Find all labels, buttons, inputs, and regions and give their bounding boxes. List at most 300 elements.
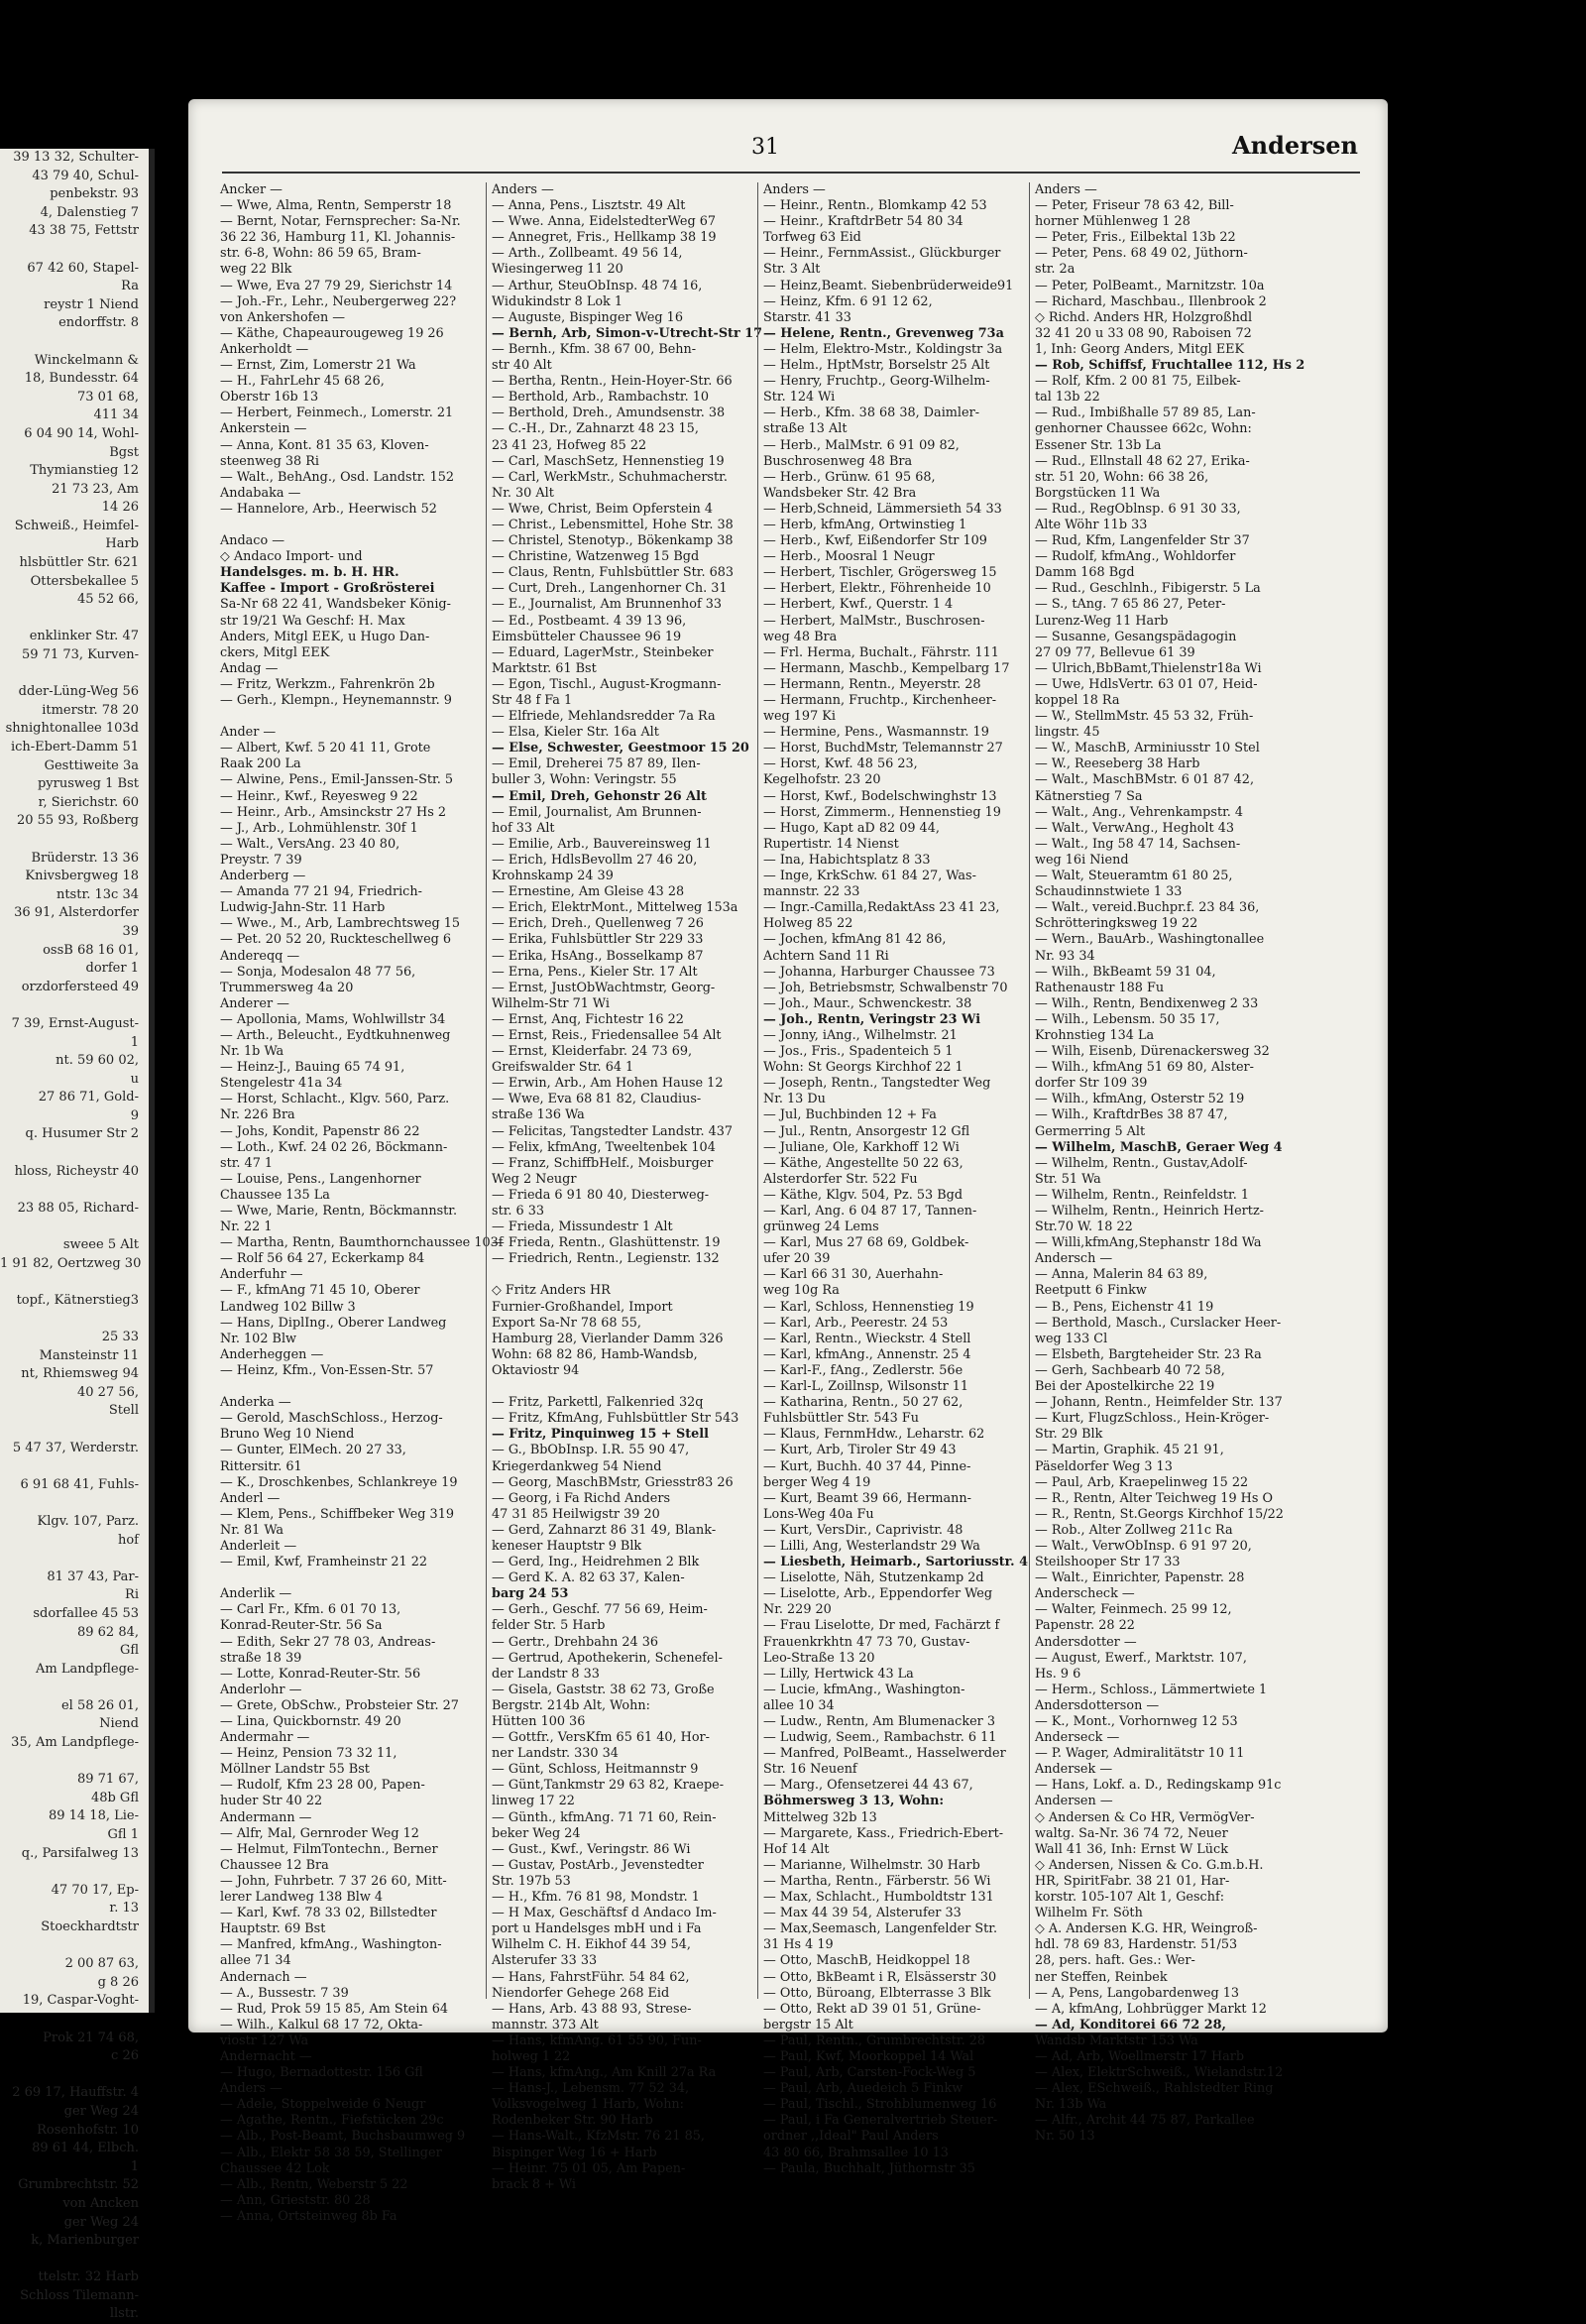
directory-entry-line: — Walt., VerwObInsp. 6 91 97 20, bbox=[1035, 1538, 1252, 1554]
directory-entry-line: — Walt., BehAng., Osd. Landstr. 152 bbox=[220, 469, 454, 485]
directory-entry-line: straße 136 Wa bbox=[492, 1107, 585, 1123]
directory-entry-line: mannstr. 373 Alt bbox=[492, 2017, 599, 2033]
left-page-line: 89 62 84, bbox=[76, 1624, 139, 1640]
directory-entry-line: str. 47 1 bbox=[220, 1155, 274, 1171]
directory-entry-line: — Claus, Rentn, Fuhlsbüttler Str. 683 bbox=[492, 565, 735, 581]
directory-entry-line: — Ludw., Rentn, Am Blumenacker 3 bbox=[763, 1714, 995, 1729]
directory-entry-line: — Gunter, ElMech. 20 27 33, bbox=[220, 1443, 406, 1458]
directory-entry-line: — Wilh., kfmAng, Osterstr 52 19 bbox=[1035, 1092, 1245, 1107]
directory-entry-line: Böhmersweg 3 13, Wohn: bbox=[763, 1794, 945, 1809]
directory-entry-line: Andereqq — bbox=[220, 948, 300, 964]
directory-entry-line: — Joh., Maur., Schwenckestr. 38 bbox=[763, 995, 972, 1011]
directory-entry-line: Anders — bbox=[1035, 182, 1097, 197]
directory-entry-line: berger Weg 4 19 bbox=[763, 1474, 871, 1490]
left-page-line bbox=[0, 1181, 149, 1200]
directory-entry-line: lingstr. 45 bbox=[1035, 725, 1100, 741]
directory-entry-line: — F., kfmAng 71 45 10, Oberer bbox=[220, 1283, 420, 1299]
directory-entry-line: — Herb., Moosral 1 Neugr bbox=[763, 549, 935, 565]
directory-entry-line: — R., Rentn, Alter Teichweg 19 Hs O bbox=[1035, 1490, 1273, 1506]
directory-entry-line: — Joh.-Fr., Lehr., Neubergerweg 22? bbox=[220, 293, 457, 309]
directory-entry-line: weg 10g Ra bbox=[763, 1283, 840, 1299]
directory-entry-line: Andaco — bbox=[220, 533, 285, 549]
left-page-line: 43 38 75, Fettstr bbox=[29, 223, 139, 239]
directory-entry-line: — Ad, Konditorei 66 72 28, bbox=[1035, 2017, 1226, 2033]
directory-entry-line: — Frau Liselotte, Dr med, Fachärzt f bbox=[763, 1618, 1000, 1634]
left-page-line: r. 13 bbox=[109, 1901, 139, 1917]
directory-entry-line: — Georg, MaschBMstr, Griesstr83 26 bbox=[492, 1474, 734, 1490]
directory-entry-line: — Wwe, Eva 27 79 29, Sierichstr 14 bbox=[220, 278, 453, 293]
directory-entry-line: — Lucie, kfmAng., Washington- bbox=[763, 1682, 965, 1697]
directory-entry-line: — Hermann, Fruchtp., Kirchenheer- bbox=[763, 693, 997, 708]
directory-entry-line: horner Mühlenweg 1 28 bbox=[1035, 214, 1190, 230]
directory-entry-line: — Herbert, Feinmech., Lomerstr. 21 bbox=[220, 406, 454, 421]
directory-entry-line bbox=[492, 1379, 751, 1395]
directory-entry-line: Str 48 f Fa 1 bbox=[492, 693, 573, 708]
directory-entry-line: ◇ Richd. Anders HR, Holzgroßhdl bbox=[1035, 309, 1253, 325]
directory-entry-line: — Heinz-J., Bauing 65 74 91, bbox=[220, 1060, 405, 1076]
left-page-line: Stoeckhardtstr bbox=[41, 1919, 139, 1934]
left-page-line: 5 47 37, Werderstr. bbox=[12, 1440, 139, 1455]
directory-entry-line: — Käthe, Klgv. 504, Pz. 53 Bgd bbox=[763, 1187, 963, 1203]
directory-entry-line: Rathenaustr 188 Fu bbox=[1035, 980, 1165, 995]
directory-entry-line: — Ernst, Anq, Fichtestr 16 22 bbox=[492, 1011, 684, 1027]
directory-entry-line: Andabaka — bbox=[220, 485, 301, 501]
directory-entry-line: — Berthold, Masch., Curslacker Heer- bbox=[1035, 1315, 1282, 1331]
directory-entry-line: Bruno Weg 10 Niend bbox=[220, 1427, 355, 1443]
directory-entry-line: beker Weg 24 bbox=[492, 1825, 581, 1841]
directory-entry-line: — Helm., HptMstr, Borselstr 25 Alt bbox=[763, 358, 990, 374]
directory-entry-line: — Hans, Lokf. a. D., Redingskamp 91c bbox=[1035, 1778, 1282, 1794]
directory-entry-line: — Heinz,Beamt. Siebenbrüderweide91 bbox=[763, 278, 1014, 293]
left-page-line: 18, Bundesstr. 64 bbox=[24, 371, 139, 387]
directory-entry-line: — Berthold, Dreh., Amundsenstr. 38 bbox=[492, 406, 726, 421]
directory-entry-line: — Rolf 56 64 27, Eckerkamp 84 bbox=[220, 1251, 425, 1267]
directory-entry-line: Str. 29 Blk bbox=[1035, 1427, 1103, 1443]
directory-entry-line: Oktaviostr 94 bbox=[492, 1362, 580, 1378]
directory-entry-line: Oberstr 16b 13 bbox=[220, 390, 319, 406]
directory-entry-line: — Wilh, Eisenb, Dürenackersweg 32 bbox=[1035, 1044, 1270, 1060]
directory-entry-line: — Rudolf, kfmAng., Wohldorfer bbox=[1035, 549, 1236, 565]
directory-entry-line: Greifswalder Str. 64 1 bbox=[492, 1060, 634, 1076]
directory-entry-line: Wandsb Marktstr 153 Wa bbox=[1035, 2033, 1198, 2048]
directory-entry-line: — Albert, Kwf. 5 20 41 11, Grote bbox=[220, 741, 431, 756]
directory-entry-line: — Rud., Ellnstall 48 62 27, Erika- bbox=[1035, 453, 1250, 469]
directory-entry-line: — Heinr., FernmAssist., Glückburger bbox=[763, 246, 1001, 262]
directory-entry-line: — Auguste, Bispinger Weg 16 bbox=[492, 309, 683, 325]
directory-entry-line: — Fritz, Werkzm., Fahrenkrön 2b bbox=[220, 676, 435, 692]
directory-entry-line: holweg 1 22 bbox=[492, 2048, 571, 2064]
directory-entry-line: — Jul., Rentn, Ansorgestr 12 Gfl bbox=[763, 1123, 970, 1139]
directory-entry-line: — Franz, SchiffbHelf., Moisburger bbox=[492, 1155, 714, 1171]
directory-entry-line: — Günt, Schloss, Heitmannstr 9 bbox=[492, 1762, 699, 1778]
directory-entry-line: — Hans, DiplIng., Oberer Landweg bbox=[220, 1315, 447, 1331]
directory-entry-line: Möllner Landstr 55 Bst bbox=[220, 1762, 370, 1778]
left-page-line bbox=[0, 1273, 149, 1292]
directory-entry-line: — Ingr.-Camilla,RedaktAss 23 41 23, bbox=[763, 900, 1000, 916]
directory-entry-line: — Horst, Kwf., Bodelschwinghstr 13 bbox=[763, 788, 997, 804]
directory-entry-line: 47 31 85 Heilwigstr 39 20 bbox=[492, 1506, 660, 1522]
directory-entry-line: Rupertistr. 14 Nienst bbox=[763, 836, 899, 852]
directory-entry-line: Handelsges. m. b. H. HR. bbox=[220, 565, 399, 581]
left-page-line: 1 bbox=[130, 2158, 139, 2174]
directory-entry-line: — Joh, Betriebsmstr, Schwalbenstr 70 bbox=[763, 980, 1008, 995]
directory-entry-line: — Helmut, FilmTontechn., Berner bbox=[220, 1841, 438, 1857]
directory-entry-line: — Paul, Rentn., Grumbrechtstr. 28 bbox=[763, 2033, 986, 2048]
left-page-line: el 58 26 01, bbox=[60, 1697, 139, 1713]
directory-entry-line: — Wilhelm, Rentn., Gustav,Adolf- bbox=[1035, 1155, 1248, 1171]
directory-entry-line: — H., FahrLehr 45 68 26, bbox=[220, 374, 385, 390]
directory-entry-line: — Amanda 77 21 94, Friedrich- bbox=[220, 884, 422, 900]
directory-entry-line: grünweg 24 Lems bbox=[763, 1220, 879, 1235]
directory-entry-line: — Gerh., Geschf. 77 56 69, Heim- bbox=[492, 1602, 708, 1618]
directory-entry-line: — Sonja, Modesalon 48 77 56, bbox=[220, 964, 416, 980]
directory-entry-line: — Fritz, KfmAng, Fuhlsbüttler Str 543 bbox=[492, 1411, 739, 1427]
directory-entry-line: — Horst, BuchdMstr, Telemannstr 27 bbox=[763, 741, 1003, 756]
directory-entry-line: — Walt., Einrichter, Papenstr. 28 bbox=[1035, 1570, 1245, 1586]
directory-entry-line: — Felix, kfmAng, Tweeltenbek 104 bbox=[492, 1139, 716, 1155]
directory-entry-line: — Heinz, Pension 73 32 11, bbox=[220, 1746, 397, 1762]
directory-entry-line: — A, kfmAng, Lohbrügger Markt 12 bbox=[1035, 2001, 1267, 2017]
directory-entry-line: — Emil, Journalist, Am Brunnen- bbox=[492, 804, 702, 820]
column-divider bbox=[486, 182, 487, 1999]
directory-entry-line: Kätnerstieg 7 Sa bbox=[1035, 788, 1143, 804]
directory-entry-line: weg 197 Ki bbox=[763, 709, 836, 725]
directory-entry-line: — Ann, Grieststr. 80 28 bbox=[220, 2192, 371, 2208]
left-page-line: von Ancken bbox=[62, 2195, 139, 2211]
directory-entry-line: Konrad-Reuter-Str. 56 Sa bbox=[220, 1618, 383, 1634]
directory-entry-line: — Ernst, Zim, Lomerstr 21 Wa bbox=[220, 358, 416, 374]
left-page-text-fragments bbox=[0, 149, 149, 2324]
directory-entry-line bbox=[220, 709, 480, 725]
left-page-line bbox=[0, 1679, 149, 1697]
directory-entry-line: — Walt, Steueramtm 61 80 25, bbox=[1035, 869, 1233, 884]
left-page-line: penbekstr. 93 bbox=[50, 186, 139, 202]
directory-entry-line: — Hans, kfmAng., Am Knill 27a Ra bbox=[492, 2065, 717, 2081]
left-page-line bbox=[0, 241, 149, 260]
directory-entry-line: — Carl Fr., Kfm. 6 01 70 13, bbox=[220, 1602, 401, 1618]
directory-entry-line: — Lilly, Hertwick 43 La bbox=[763, 1666, 914, 1682]
directory-entry-line: Anders — bbox=[220, 2081, 283, 2097]
directory-entry-line: — Georg, i Fa Richd Anders bbox=[492, 1490, 671, 1506]
directory-entry-line: huder Str 40 22 bbox=[220, 1794, 323, 1809]
directory-entry-line: — Hans-Walt., KfzMstr. 76 21 85, bbox=[492, 2129, 705, 2145]
left-page-line: Knivsbergweg 18 bbox=[25, 869, 139, 884]
directory-entry-line: — Alfr., Archit 44 75 87, Parkallee bbox=[1035, 2113, 1255, 2129]
left-page-line bbox=[0, 1457, 149, 1476]
directory-entry-line: 23 41 23, Hofweg 85 22 bbox=[492, 437, 647, 453]
left-page-line bbox=[0, 1937, 149, 1956]
left-page-line: Winckelmann & bbox=[34, 352, 139, 368]
directory-entry-line: — S., tAng. 7 65 86 27, Peter- bbox=[1035, 597, 1226, 613]
directory-entry-line: weg 16i Niend bbox=[1035, 852, 1129, 868]
directory-entry-line: ckers, Mitgl EEK bbox=[220, 644, 330, 660]
directory-entry-line: — Horst, Schlacht., Klgv. 560, Parz. bbox=[220, 1092, 450, 1107]
directory-column-2 bbox=[492, 182, 762, 2193]
directory-entry-line: — Herb,Schneid, Lämmersieth 54 33 bbox=[763, 501, 1002, 517]
directory-entry-line: — Gisela, Gaststr. 38 62 73, Große bbox=[492, 1682, 715, 1697]
directory-entry-line: — Wwe, Alma, Rentn, Semperstr 18 bbox=[220, 198, 452, 214]
directory-entry-line: — Herb., Kfm. 38 68 38, Daimler- bbox=[763, 406, 980, 421]
column-divider bbox=[757, 182, 758, 1999]
directory-entry-line: Germerring 5 Alt bbox=[1035, 1123, 1146, 1139]
left-page-line: 40 27 56, bbox=[76, 1384, 139, 1400]
left-page-line: q., Parsifalweg 13 bbox=[21, 1845, 139, 1861]
directory-entry-line: Anderer — bbox=[220, 995, 289, 1011]
left-page-line: k, Marienburger bbox=[31, 2233, 139, 2249]
directory-entry-line: Schrötteringksweg 19 22 bbox=[1035, 916, 1198, 932]
directory-entry-line: — Agathe, Rentn., Fiefstücken 29c bbox=[220, 2113, 444, 2129]
directory-entry-line: — Elfriede, Mehlandsredder 7a Ra bbox=[492, 709, 716, 725]
directory-entry-line: — A, Pens, Langobardenweg 13 bbox=[1035, 1985, 1240, 2001]
directory-entry-line: — Berthold, Arb., Rambachstr. 10 bbox=[492, 390, 709, 406]
left-page-line: 2 69 17, Hauffstr. 4 bbox=[12, 2085, 139, 2101]
directory-entry-line: Achtern Sand 11 Ri bbox=[763, 948, 889, 964]
directory-entry-line: — W., StellmMstr. 45 53 32, Früh- bbox=[1035, 709, 1254, 725]
directory-entry-line: str. 51 20, Wohn: 66 38 26, bbox=[1035, 469, 1209, 485]
directory-entry-line: weg 22 Blk bbox=[220, 262, 292, 278]
directory-entry-line: — Max 44 39 54, Alsterufer 33 bbox=[763, 1906, 962, 1921]
directory-entry-line: straße 18 39 bbox=[220, 1650, 302, 1666]
left-page-line: 59 71 73, Kurven- bbox=[22, 647, 139, 663]
left-page-line bbox=[0, 1421, 149, 1440]
directory-entry-line: — Gustav, PostArb., Jevenstedter bbox=[492, 1857, 704, 1873]
directory-entry-line: brack 8 + Wi bbox=[492, 2176, 576, 2192]
directory-entry-line: — Alb., Elektr 58 38 59, Stellinger bbox=[220, 2145, 442, 2160]
left-page-line: 6 04 90 14, Wohl- bbox=[24, 425, 139, 441]
directory-entry-line: Niendorfer Gehege 268 Eid bbox=[492, 1985, 670, 2001]
left-page-line: Schloss Tilemann- bbox=[20, 2287, 139, 2303]
left-page-line: Gfl 1 bbox=[107, 1827, 139, 1843]
directory-entry-line: — Henry, Fruchtp., Georg-Wilhelm- bbox=[763, 374, 990, 390]
directory-entry-line: — Wwe, Christ, Beim Opferstein 4 bbox=[492, 501, 713, 517]
directory-entry-line: str 19/21 Wa Geschf: H. Max bbox=[220, 613, 405, 629]
directory-entry-line: — Liesbeth, Heimarb., Sartoriusstr. 4 bbox=[763, 1555, 1028, 1570]
directory-entry-line: — Günt,Tankmstr 29 63 82, Kraepe- bbox=[492, 1778, 725, 1794]
directory-entry-line: 32 41 20 u 33 08 90, Raboisen 72 bbox=[1035, 325, 1252, 341]
directory-entry-line: Str. 197b 53 bbox=[492, 1873, 571, 1889]
directory-entry-line: — Emil, Dreh, Gehonstr 26 Alt bbox=[492, 788, 707, 804]
left-page-line: c 26 bbox=[111, 2048, 139, 2064]
left-page-line: g 8 26 bbox=[97, 1974, 139, 1990]
left-page-line: Mansteinstr 11 bbox=[39, 1347, 139, 1363]
left-page-line: 89 14 18, Lie- bbox=[48, 1808, 139, 1824]
directory-entry-line: Anderl — bbox=[220, 1490, 281, 1506]
directory-entry-line: hdl. 78 69 83, Hardenstr. 51/53 bbox=[1035, 1937, 1238, 1953]
directory-entry-line: — Wilhelm, MaschB, Geraer Weg 4 bbox=[1035, 1139, 1283, 1155]
directory-entry-line: — Emilie, Arb., Bauvereinsweg 11 bbox=[492, 836, 712, 852]
directory-entry-line: — Gerd K. A. 82 63 37, Kalen- bbox=[492, 1570, 685, 1586]
directory-entry-line: — Wilhelm, Rentn., Reinfeldstr. 1 bbox=[1035, 1187, 1250, 1203]
left-page-line: shnightonallee 103d bbox=[5, 721, 139, 737]
directory-entry-line: mannstr. 22 33 bbox=[763, 884, 860, 900]
directory-entry-line: — Paul, Tischl., Strohblumenweg 16 bbox=[763, 2097, 997, 2113]
directory-entry-line: — Rud, Kfm, Langenfelder Str 37 bbox=[1035, 533, 1250, 549]
directory-entry-line: — E., Journalist, Am Brunnenhof 33 bbox=[492, 597, 723, 613]
directory-entry-line: — Katharina, Rentn., 50 27 62, bbox=[763, 1395, 963, 1411]
left-page-line: Grumbrechtstr. 52 bbox=[18, 2177, 139, 2193]
left-page-line: 19, Caspar-Voght- bbox=[22, 1993, 139, 2009]
directory-entry-line: — Erich, HdlsBevollm 27 46 20, bbox=[492, 852, 698, 868]
directory-entry-line: — Frieda 6 91 80 40, Diesterweg- bbox=[492, 1187, 710, 1203]
directory-entry-line: — Bertha, Rentn., Hein-Hoyer-Str. 66 bbox=[492, 374, 733, 390]
directory-entry-line: — Kurt, VersDir., Caprivistr. 48 bbox=[763, 1522, 963, 1538]
directory-entry-line: Ludwig-Jahn-Str. 11 Harb bbox=[220, 900, 386, 916]
directory-entry-line: — Rob., Alter Zollweg 211c Ra bbox=[1035, 1522, 1233, 1538]
directory-entry-line: koppel 18 Ra bbox=[1035, 693, 1120, 708]
left-page-line: q. Husumer Str 2 bbox=[25, 1126, 139, 1142]
directory-entry-line: — Richard, Maschbau., Illenbrook 2 bbox=[1035, 293, 1267, 309]
directory-entry-line: — Anna, Kont. 81 35 63, Kloven- bbox=[220, 437, 429, 453]
directory-entry-line: — Hermann, Maschb., Kempelbarg 17 bbox=[763, 660, 1010, 676]
directory-entry-line: — Ernestine, Am Gleise 43 28 bbox=[492, 884, 685, 900]
directory-entry-line: Holweg 85 22 bbox=[763, 916, 853, 932]
directory-entry-line: — Curt, Dreh., Langenhorner Ch. 31 bbox=[492, 581, 728, 597]
directory-entry-line: ◇ Fritz Anders HR bbox=[492, 1283, 611, 1299]
left-page-line: nt. 59 60 02, bbox=[56, 1053, 139, 1069]
directory-entry-line: — John, Fuhrbetr. 7 37 26 60, Mitt- bbox=[220, 1873, 447, 1889]
directory-entry-line: — Paula, Buchhalt, Jüthornstr 35 bbox=[763, 2160, 975, 2176]
directory-entry-line: ordner ,,Ideal" Paul Anders bbox=[763, 2129, 939, 2145]
directory-entry-line: — Frieda, Rentn., Glashüttenstr. 19 bbox=[492, 1235, 721, 1251]
left-page-line: 35, Am Landpflege- bbox=[11, 1735, 139, 1751]
left-page-line: r, Sierichstr. 60 bbox=[38, 794, 139, 810]
left-page-line: sdorfallee 45 53 bbox=[33, 1605, 139, 1621]
directory-entry-line: — Wilh., KraftdrBes 38 87 47, bbox=[1035, 1107, 1228, 1123]
left-page-line: Ra bbox=[121, 279, 139, 294]
directory-entry-line: — Karl, Schloss, Hennenstieg 19 bbox=[763, 1299, 974, 1315]
directory-entry-line: — Ernst, Kleiderfabr. 24 73 69, bbox=[492, 1044, 693, 1060]
directory-entry-line: Andermahr — bbox=[220, 1730, 310, 1746]
directory-entry-line: — Johs, Kondit, Papenstr 86 22 bbox=[220, 1123, 420, 1139]
directory-entry-line: — Loth., Kwf. 24 02 26, Böckmann- bbox=[220, 1139, 448, 1155]
directory-entry-line: — Horst, Zimmerm., Hennenstieg 19 bbox=[763, 804, 1001, 820]
directory-entry-line: — Hannelore, Arb., Heerwisch 52 bbox=[220, 501, 437, 517]
directory-entry-line: — Alwine, Pens., Emil-Janssen-Str. 5 bbox=[220, 772, 453, 788]
left-page-line: ger Weg 24 bbox=[63, 2214, 139, 2230]
directory-entry-line: Ander — bbox=[220, 725, 277, 741]
directory-entry-line: — C.-H., Dr., Zahnarzt 48 23 15, bbox=[492, 421, 699, 437]
directory-entry-line: waltg. Sa-Nr. 36 74 72, Neuer bbox=[1035, 1825, 1228, 1841]
directory-entry-line: — Adele, Stoppelweide 6 Neugr bbox=[220, 2097, 426, 2113]
directory-entry-line: ◇ Andaco Import- und bbox=[220, 549, 363, 565]
directory-entry-line: Anderleit — bbox=[220, 1538, 297, 1554]
directory-entry-line: — Elsbeth, Bargteheider Str. 23 Ra bbox=[1035, 1346, 1262, 1362]
left-page-line bbox=[0, 1494, 149, 1513]
directory-entry-line: Nr. 226 Bra bbox=[220, 1107, 295, 1123]
directory-entry-line: — Helene, Rentn., Grevenweg 73a bbox=[763, 325, 1004, 341]
left-page-line: 23 88 05, Richard- bbox=[17, 1200, 139, 1216]
left-page-line: 4, Dalenstieg 7 bbox=[40, 204, 139, 220]
left-page-line: Am Landpflege- bbox=[35, 1661, 139, 1677]
directory-entry-line: Lurenz-Weg 11 Harb bbox=[1035, 613, 1169, 629]
left-page-line: 6 91 68 41, Fuhls- bbox=[20, 1476, 139, 1492]
left-page-line: Brüderstr. 13 36 bbox=[31, 850, 139, 866]
directory-entry-line: port u Handelsges mbH und i Fa bbox=[492, 1921, 702, 1937]
directory-entry-line: — K., Mont., Vorhornweg 12 53 bbox=[1035, 1714, 1238, 1729]
directory-entry-line: Str. 51 Wa bbox=[1035, 1171, 1101, 1187]
directory-entry-line: — Wern., BauArb., Washingtonallee bbox=[1035, 932, 1265, 948]
directory-entry-line: — Manfred, PolBeamt., Hasselwerder bbox=[763, 1746, 1006, 1762]
directory-entry-line: — Hans, kfmAng. 61 55 90, Fun- bbox=[492, 2033, 702, 2048]
directory-entry-line: — Jochen, kfmAng 81 42 86, bbox=[763, 932, 947, 948]
left-page-line: 89 71 67, bbox=[76, 1772, 139, 1788]
directory-entry-line: — Gerd, Zahnarzt 86 31 49, Blank- bbox=[492, 1522, 717, 1538]
directory-entry-line: — Paul, Arb, Kraepelinweg 15 22 bbox=[1035, 1474, 1249, 1490]
directory-entry-line: Wilhelm Fr. Söth bbox=[1035, 1906, 1143, 1921]
directory-entry-line: — Herb., MalMstr. 6 91 09 82, bbox=[763, 437, 960, 453]
directory-entry-line: — Gertrud, Apothekerin, Schenefel- bbox=[492, 1650, 723, 1666]
directory-entry-line: — W., MaschB, Arminiusstr 10 Stel bbox=[1035, 741, 1260, 756]
left-page-line: nt, Rhiemsweg 94 bbox=[21, 1366, 139, 1382]
directory-entry-line: — Herb., Grünw. 61 95 68, bbox=[763, 469, 936, 485]
directory-entry-line: Stengelestr 41a 34 bbox=[220, 1076, 343, 1092]
header-rule bbox=[222, 172, 1360, 174]
directory-entry-line: Anderlohr — bbox=[220, 1682, 302, 1697]
directory-entry-line: Wohn: 68 82 86, Hamb-Wandsb, bbox=[492, 1346, 698, 1362]
directory-entry-line: — Erich, Dreh., Quellenweg 7 26 bbox=[492, 916, 704, 932]
directory-entry-line: — Ludwig, Seem., Rambachstr. 6 11 bbox=[763, 1730, 997, 1746]
directory-entry-line: 28, pers. haft. Ges.: Wer- bbox=[1035, 1953, 1195, 1969]
directory-entry-line: allee 10 34 bbox=[763, 1697, 835, 1713]
directory-page bbox=[188, 99, 1388, 2224]
directory-entry-line: — Alfr, Mal, Gernroder Weg 12 bbox=[220, 1825, 419, 1841]
directory-entry-line: — Walter, Feinmech. 25 99 12, bbox=[1035, 1602, 1232, 1618]
directory-entry-line: Wilhelm C. H. Eikhof 44 39 54, bbox=[492, 1937, 691, 1953]
left-page-line: 2 00 87 63, bbox=[64, 1956, 139, 1972]
directory-entry-line: str. 6 33 bbox=[492, 1204, 545, 1219]
directory-entry-line: Bispinger Weg 16 + Harb bbox=[492, 2145, 657, 2160]
left-page-line: 36 91, Alsterdorfer bbox=[14, 905, 139, 921]
directory-entry-line: — Elsa, Kieler Str. 16a Alt bbox=[492, 725, 659, 741]
directory-entry-line: tal 13b 22 bbox=[1035, 390, 1100, 406]
left-page-line: Stell bbox=[108, 1403, 139, 1419]
left-page-line: u bbox=[130, 1071, 139, 1087]
left-page-line: Schweiß., Heimfel- bbox=[14, 518, 139, 533]
directory-entry-line: — Kurt, Buchh. 40 37 44, Pinne- bbox=[763, 1458, 971, 1474]
directory-entry-line: ner Landstr. 330 34 bbox=[492, 1746, 619, 1762]
directory-entry-line: — Egon, Tischl., August-Krogmann- bbox=[492, 676, 722, 692]
directory-entry-line: — Lina, Quickbornstr. 49 20 bbox=[220, 1714, 401, 1729]
left-page-line: 73 01 68, bbox=[76, 389, 139, 405]
left-page-line bbox=[0, 1218, 149, 1236]
directory-entry-line: Widukindstr 8 Lok 1 bbox=[492, 293, 623, 309]
left-facing-page bbox=[0, 149, 155, 2322]
directory-entry-line: 27 09 77, Bellevue 61 39 bbox=[1035, 644, 1195, 660]
directory-entry-line: — Peter, Fris., Eilbektal 13b 22 bbox=[1035, 230, 1236, 246]
directory-entry-line: — W., Reeseberg 38 Harb bbox=[1035, 756, 1200, 772]
directory-entry-line: Frauenkrkhtn 47 73 70, Gustav- bbox=[763, 1634, 970, 1650]
directory-entry-line: — Herm., Schloss., Lämmertwiete 1 bbox=[1035, 1682, 1268, 1697]
directory-entry-line: — Heinz, Kfm., Von-Essen-Str. 57 bbox=[220, 1362, 434, 1378]
directory-entry-line: — H., Kfm. 76 81 98, Mondstr. 1 bbox=[492, 1890, 700, 1906]
running-head: Andersen bbox=[1232, 131, 1358, 160]
directory-entry-line: Raak 200 La bbox=[220, 756, 301, 772]
directory-entry-line: Torfweg 63 Eid bbox=[763, 230, 861, 246]
directory-entry-line: — Martin, Graphik. 45 21 91, bbox=[1035, 1443, 1224, 1458]
directory-entry-line: — Ernst, JustObWachtmstr, Georg- bbox=[492, 980, 716, 995]
directory-entry-line: Chaussee 135 La bbox=[220, 1187, 330, 1203]
directory-entry-line: Anders, Mitgl EEK, u Hugo Dan- bbox=[220, 629, 430, 644]
directory-entry-line: — Bernh., Kfm. 38 67 00, Behn- bbox=[492, 341, 697, 357]
directory-entry-line: Nr. 50 13 bbox=[1035, 2129, 1095, 2145]
directory-entry-line: Eimsbütteler Chaussee 96 19 bbox=[492, 629, 682, 644]
directory-entry-line: Anderlik — bbox=[220, 1586, 292, 1602]
directory-entry-line: — Christ., Lebensmittel, Hohe Str. 38 bbox=[492, 517, 734, 532]
directory-entry-line bbox=[492, 1267, 751, 1283]
directory-entry-line: genhorner Chaussee 662c, Wohn: bbox=[1035, 421, 1252, 437]
directory-entry-line: — Bernt, Notar, Fernsprecher: Sa-Nr. bbox=[220, 214, 461, 230]
directory-entry-line: Anderfuhr — bbox=[220, 1267, 303, 1283]
